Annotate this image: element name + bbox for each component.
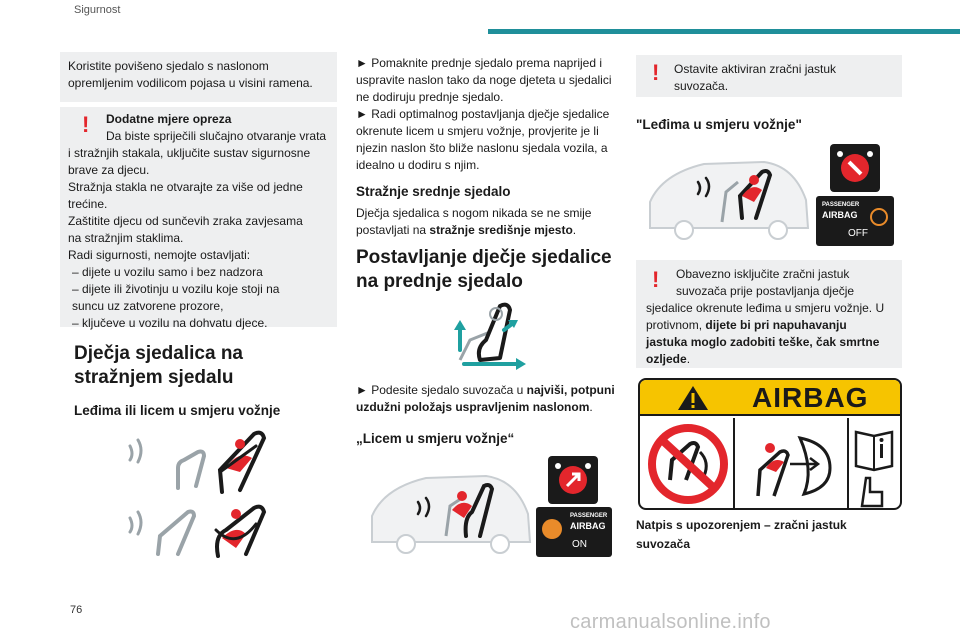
subheading-rear-orientation: Leđima ili licem u smjeru vožnje bbox=[74, 403, 281, 418]
warning-line: i stražnjih stakala, uključite sustav sigurnosne bbox=[68, 146, 311, 160]
no-rear-facing-seat-icon bbox=[652, 428, 724, 500]
bullet-line: njezin naslon što bliže naslonu sjedala vozila, a bbox=[356, 141, 608, 155]
warning-line: – dijete ili životinju u vozilu koje stoji na bbox=[72, 282, 280, 296]
warning-line bbox=[646, 351, 892, 368]
warning-line: suvozača prije postavljanja dječje bbox=[676, 284, 855, 298]
switch-knob-icon bbox=[548, 456, 598, 504]
warning-line: Stražnja stakla ne otvarajte za više od jedne bbox=[68, 180, 303, 194]
text-line bbox=[356, 399, 631, 416]
badge-state: OFF bbox=[848, 228, 868, 239]
text-bold: ozljede bbox=[646, 352, 687, 366]
heading-line: Dječja sjedalica na bbox=[74, 343, 243, 364]
badge-state: ON bbox=[572, 539, 587, 550]
warning-line: – dijete u vozilu samo i bez nadzora bbox=[72, 265, 263, 279]
warning-line: Da biste spriječili slučajno otvaranje vrata bbox=[106, 129, 327, 143]
rear-facing-seat-illustration bbox=[118, 428, 278, 498]
badge-line1: PASSENGER bbox=[822, 202, 860, 208]
subheading-forward-facing: „Licem u smjeru vožnje“ bbox=[356, 431, 515, 446]
bullet-optimal-install bbox=[356, 106, 626, 174]
warning-line: Zaštitite djecu od sunčevih zraka zavjesama bbox=[68, 214, 303, 228]
bullet-move-seat bbox=[356, 55, 626, 106]
warning-exclamation-icon: ! bbox=[82, 112, 90, 137]
adjust-seat-text bbox=[356, 382, 631, 416]
warning-title: Dodatne mjere opreza bbox=[106, 112, 232, 126]
text-span: . bbox=[686, 352, 691, 366]
bullet-line: ► Pomaknite prednje sjedalo prema naprijed i bbox=[356, 56, 603, 70]
warning-line: trećine. bbox=[68, 197, 108, 211]
text-span: . bbox=[589, 400, 593, 414]
read-manual-icon bbox=[856, 432, 892, 506]
bullet-line: ne dodiruju prednje sjedalo. bbox=[356, 90, 504, 104]
passenger-airbag-off-badge bbox=[816, 196, 894, 246]
text-span: ► Podesite sjedalo suvozača u bbox=[356, 383, 527, 397]
airbag-warning-label bbox=[638, 378, 902, 510]
forward-facing-seat-illustration bbox=[118, 500, 278, 562]
bullet-line: okrenute licem u smjeru vožnje, provjerite je li bbox=[356, 124, 599, 138]
heading-front-seat bbox=[356, 246, 612, 294]
text-span: postavljati na bbox=[356, 223, 430, 237]
label-caption bbox=[636, 516, 847, 554]
airbag-switch-on-icon bbox=[548, 456, 598, 504]
text-bold: uzdužni položajs uspravljenim naslonom bbox=[356, 400, 590, 414]
warning-exclamation-icon: ! bbox=[652, 60, 660, 85]
label-header bbox=[640, 380, 900, 416]
airbag-child-icon bbox=[542, 519, 562, 539]
tip-text: Koristite povišeno sjedalo s naslonom opremljenim vodilicom pojasa u visini ramena. bbox=[68, 59, 313, 90]
tip-box bbox=[60, 52, 337, 102]
bullet-line: uspravite naslon tako da noge djeteta u sjedalici bbox=[356, 73, 612, 87]
airbag-disabled-icon bbox=[870, 208, 888, 226]
warning-line: sjedalice okrenute leđima u smjeru vožnje. U bbox=[646, 301, 885, 315]
header-accent-bar bbox=[488, 29, 960, 34]
passenger-airbag-on-badge bbox=[536, 507, 612, 557]
caption-line: suvozača bbox=[636, 537, 691, 551]
heading-line: na prednje sjedalo bbox=[356, 271, 523, 292]
text-span: protivnom, bbox=[646, 318, 706, 332]
car-rear-facing-illustration bbox=[644, 152, 814, 242]
subheading-rear-middle-seat: Stražnje srednje sjedalo bbox=[356, 184, 511, 199]
switch-knob-icon bbox=[830, 144, 880, 192]
warning-box-keep-airbag bbox=[636, 55, 902, 97]
badge-line2: AIRBAG bbox=[822, 210, 858, 220]
bullet-line: idealno u dodiru s njim. bbox=[356, 158, 480, 172]
warning-line: Radi sigurnosti, nemojte ostavljati: bbox=[68, 248, 251, 262]
warning-text: Ostavite aktiviran zračni jastuk suvozača. bbox=[674, 62, 837, 93]
text-line bbox=[356, 382, 631, 399]
heading-line: stražnjem sjedalu bbox=[74, 367, 234, 388]
section-title: Sigurnost bbox=[74, 4, 121, 16]
warning-box-precautions bbox=[60, 107, 337, 330]
seat-adjust-illustration bbox=[420, 300, 530, 372]
page-number: 76 bbox=[70, 604, 83, 616]
airbag-switch-off-icon bbox=[830, 144, 880, 192]
subheading-rear-facing: "Leđima u smjeru vožnje" bbox=[636, 117, 802, 132]
warning-line: jastuka moglo zadobiti teške, čak smrtne bbox=[646, 335, 880, 349]
text-bold: stražnje središnje mjesto bbox=[429, 223, 573, 237]
bullet-line: ► Radi optimalnog postavljanja dječje sjedalice bbox=[356, 107, 610, 121]
warning-line bbox=[646, 317, 892, 334]
heading-rear-seat bbox=[74, 342, 243, 390]
text-line: Dječja sjedalica s nogom nikada se ne smije bbox=[356, 206, 592, 220]
text-bold: najviši, potpuni bbox=[526, 383, 615, 397]
airbag-inflation-icon bbox=[758, 438, 830, 496]
text-bold: dijete bi pri napuhavanju bbox=[705, 318, 847, 332]
label-title: AIRBAG bbox=[752, 382, 869, 413]
warning-line: brave za djecu. bbox=[68, 163, 150, 177]
warning-box-disable-airbag bbox=[636, 260, 902, 368]
caption-line: Natpis s upozorenjem – zračni jastuk bbox=[636, 518, 847, 532]
warning-line: Obavezno isključite zračni jastuk bbox=[676, 267, 850, 281]
badge-line2: AIRBAG bbox=[570, 521, 606, 531]
text-line bbox=[356, 222, 626, 239]
warning-line: na stražnjim staklima. bbox=[68, 231, 184, 245]
warning-triangle-icon bbox=[676, 384, 710, 412]
text-span: . bbox=[572, 223, 577, 237]
warning-exclamation-icon: ! bbox=[652, 267, 660, 292]
heading-line: Postavljanje dječje sjedalice bbox=[356, 247, 612, 268]
label-pictograms bbox=[640, 418, 900, 510]
warning-line: – ključeve u vozilu na dohvatu djece. bbox=[72, 316, 268, 330]
warning-line: suncu uz zatvorene prozore, bbox=[72, 299, 224, 313]
middle-seat-text bbox=[356, 205, 626, 239]
car-forward-facing-illustration bbox=[366, 466, 536, 556]
badge-line1: PASSENGER bbox=[570, 513, 608, 519]
watermark: carmanualsonline.info bbox=[570, 611, 771, 633]
